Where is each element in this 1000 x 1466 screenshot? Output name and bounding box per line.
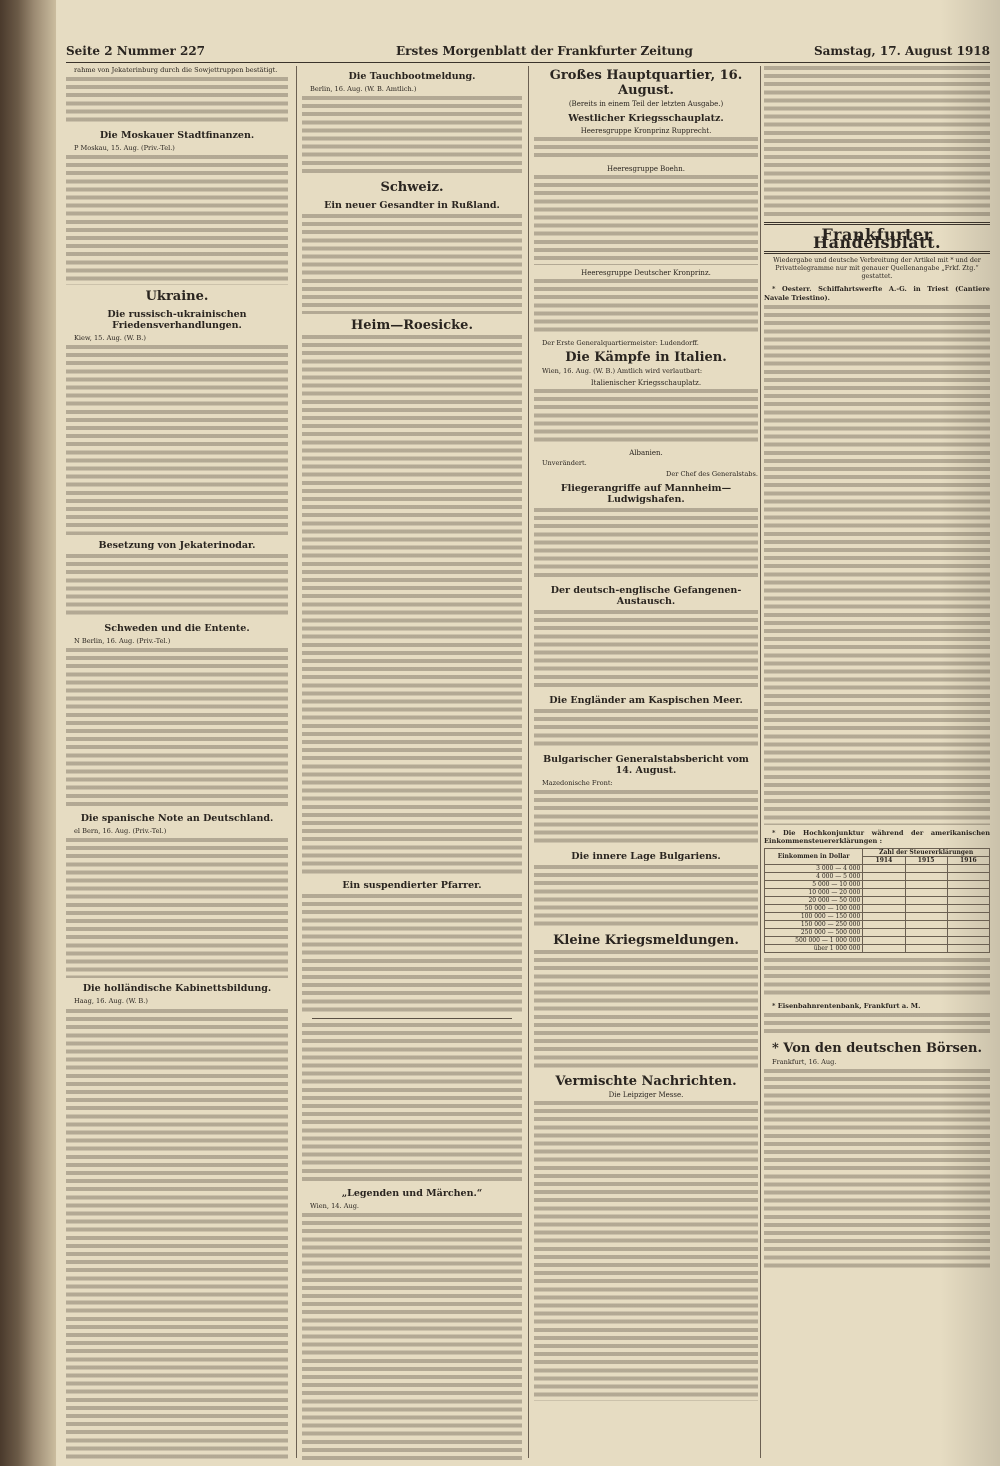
table-header-income: Einkommen in Dollar [765, 848, 863, 864]
table-cell-count [947, 880, 989, 888]
headline-ukraine: Ukraine. [145, 289, 209, 305]
headline-eisenbahnrentenbank: * Eisenbahnrentenbank, Frankfurt a. M. [772, 1001, 921, 1010]
table-cell-count [863, 880, 905, 888]
page-number: Seite 2 Nummer 227 [66, 44, 206, 58]
newspaper-title: Erstes Morgenblatt der Frankfurter Zeitung [396, 44, 693, 58]
table-cell-count [905, 920, 947, 928]
subhead: (Bereits in einem Teil der letzten Ausgabe.) [568, 100, 724, 108]
column-rule [296, 66, 297, 1458]
table-header-year: 1914 [863, 856, 905, 864]
dateline: N Berlin, 16. Aug. (Priv.-Tel.) [74, 637, 171, 646]
table-cell-income: 10 000 — 20 000 [765, 888, 863, 896]
table-cell-count [863, 872, 905, 880]
table-cell-count [947, 896, 989, 904]
article-text [66, 155, 288, 285]
table-cell-income: 4 000 — 5 000 [765, 872, 863, 880]
headline-hochkonjunktur: * Die Hochkonjunktur während der amerikanischen Einkommensteuererklärungen : [764, 828, 990, 845]
column-4 [764, 66, 990, 1460]
article-text [764, 1069, 990, 1269]
table-cell-income: 5 000 — 10 000 [765, 880, 863, 888]
article-text [66, 648, 288, 808]
table-cell-income: 100 000 — 150 000 [765, 912, 863, 920]
table-cell-count [863, 912, 905, 920]
article-text [302, 214, 522, 314]
article-text [302, 335, 522, 875]
subhead: Heeresgruppe Boehn. [607, 165, 685, 174]
headline-hauptquartier: Großes Hauptquartier, 16. August. [549, 68, 743, 98]
article-text [764, 66, 990, 216]
table-cell-count [905, 904, 947, 912]
table-row [765, 864, 990, 872]
table-cell-count [905, 928, 947, 936]
article-text [764, 305, 990, 825]
table-row [765, 928, 990, 936]
article-text [66, 77, 288, 125]
headline-flieger: Fliegerangriffe auf Mannheim—Ludwigshafen. [560, 482, 732, 505]
headline-schweden: Schweden und die Entente. [104, 623, 250, 635]
column-rule [528, 66, 529, 1458]
column-rule [760, 66, 761, 1458]
headline-schiffahrtswerfte: * Oesterr. Schiffahrtswerfte A.-G. in Triest (Cantiere Navale Triestino). [764, 285, 990, 302]
dateline: Wien, 16. Aug. (W. B.) Amtlich wird verlautbart: [542, 367, 703, 376]
table-cell-count [947, 888, 989, 896]
table-cell-count [947, 912, 989, 920]
headline-bulgar-bericht: Bulgarischer Generalstabsbericht vom 14. August. [543, 753, 749, 776]
column-2 [302, 66, 522, 1460]
table-cell-count [905, 872, 947, 880]
headline-schweiz: Schweiz. [380, 180, 444, 196]
article-text [302, 1023, 522, 1183]
table-cell-count [947, 864, 989, 872]
table-cell-count [863, 904, 905, 912]
headline-innere-lage: Die innere Lage Bulgariens. [571, 851, 721, 863]
headline-heim-roesicke: Heim—Roesicke. [351, 318, 473, 334]
headline-englaender: Die Engländer am Kaspischen Meer. [549, 694, 743, 706]
dateline: Wien, 14. Aug. [310, 1202, 360, 1211]
article-text [66, 838, 288, 978]
table-cell-count [863, 864, 905, 872]
subhead: Heeresgruppe Kronprinz Rupprecht. [580, 127, 712, 136]
masthead-note: Wiedergabe und deutsche Verbreitung der Artikel mit * und der Privattelegramme nur mit genauer Quellenangabe „Frkf. Ztg.“ gestattet. [773, 256, 981, 281]
table-cell-count [905, 888, 947, 896]
headline-stadtfinanzen: Die Moskauer Stadtfinanzen. [99, 130, 255, 142]
intro-line: rahme von Jekaterinburg durch die Sowjettruppen bestätigt. [74, 66, 278, 74]
headline-kleine: Kleine Kriegsmeldungen. [553, 933, 739, 949]
table-cell-count [905, 864, 947, 872]
dateline: Frankfurt, 16. Aug. [772, 1057, 837, 1066]
table-header-year: 1915 [905, 856, 947, 864]
article-text [66, 345, 288, 535]
table-row [765, 896, 990, 904]
table-row [765, 944, 990, 952]
article-text [534, 175, 758, 265]
income-tax-table [764, 848, 990, 953]
article-text [534, 389, 758, 445]
section-divider [312, 1018, 512, 1019]
article-text [302, 96, 522, 176]
subhead-messe: Die Leipziger Messe. [608, 1091, 684, 1100]
column-1 [66, 66, 288, 1460]
table-row [765, 936, 990, 944]
table-cell-income: 20 000 — 50 000 [765, 896, 863, 904]
table-cell-income: 3 000 — 4 000 [765, 864, 863, 872]
table-cell-count [863, 936, 905, 944]
table-row [765, 880, 990, 888]
subhead: Heeresgruppe Deutscher Kronprinz. [581, 269, 711, 278]
table-cell-income: 500 000 — 1 000 000 [765, 936, 863, 944]
subhead-mazedonien: Mazedonische Front: [542, 778, 613, 787]
article-text [534, 508, 758, 580]
headline-holland: Die holländische Kabinettsbildung. [82, 983, 272, 995]
article-text [534, 137, 758, 161]
table-row [765, 920, 990, 928]
signature: Der Erste Generalquartiermeister: Ludendorff. [542, 339, 699, 348]
headline-spanische-note: Die spanische Note an Deutschland. [80, 813, 274, 825]
table-cell-count [905, 944, 947, 952]
dateline: P Moskau, 15. Aug. (Priv.-Tel.) [74, 144, 175, 153]
table-cell-income: über 1 000 000 [765, 944, 863, 952]
table-row [765, 904, 990, 912]
column-3 [534, 66, 758, 1460]
headline-westlicher: Westlicher Kriegsschauplatz. [568, 113, 724, 125]
table-row [765, 888, 990, 896]
headline-pfarrer: Ein suspendierter Pfarrer. [342, 880, 482, 892]
article-text [534, 950, 758, 1070]
table-cell-count [947, 936, 989, 944]
headline-friedensverhandlungen: Die russisch-ukrainischen Friedensverhandlungen. [107, 309, 247, 332]
article-text [764, 958, 990, 998]
dateline: Haag, 16. Aug. (W. B.) [74, 997, 148, 1006]
table-cell-count [947, 944, 989, 952]
article-text [302, 894, 522, 1014]
table-cell-count [863, 944, 905, 952]
table-cell-count [947, 928, 989, 936]
headline-tauchboot: Die Tauchbootmeldung. [348, 71, 476, 82]
table-cell-count [863, 896, 905, 904]
article-text [66, 554, 288, 618]
headline-boersen: * Von den deutschen Börsen. [771, 1040, 983, 1056]
article-text [534, 865, 758, 929]
subhead-albanien: Albanien. [629, 448, 663, 457]
article-text [534, 1101, 758, 1401]
table-cell-count [863, 928, 905, 936]
article-text [534, 610, 758, 690]
table-cell-income: 50 000 — 100 000 [765, 904, 863, 912]
article-text [534, 790, 758, 846]
headline-vermischt: Vermischte Nachrichten. [555, 1074, 737, 1090]
article-text [764, 1013, 990, 1037]
dateline: Berlin, 16. Aug. (W. B. Amtlich.) [310, 85, 417, 93]
table-cell-count [905, 880, 947, 888]
page-date: Samstag, 17. August 1918 [813, 44, 990, 58]
table-cell-count [863, 920, 905, 928]
albanien-text: Unverändert. [542, 458, 587, 467]
table-cell-income: 150 000 — 250 000 [765, 920, 863, 928]
article-text [302, 1213, 522, 1460]
table-cell-count [905, 896, 947, 904]
headline-gefangene: Der deutsch-englische Gefangenen-Austausch. [550, 584, 742, 607]
dateline: el Bern, 16. Aug. (Priv.-Tel.) [74, 827, 167, 836]
article-text [534, 279, 758, 335]
table-cell-count [947, 904, 989, 912]
headline-legenden: „Legenden und Märchen.“ [341, 1188, 483, 1200]
table-cell-count [905, 936, 947, 944]
table-cell-income: 250 000 — 500 000 [765, 928, 863, 936]
table-cell-count [863, 888, 905, 896]
subhead: Italienischer Kriegsschauplatz. [590, 378, 702, 387]
page-header [66, 40, 990, 63]
table-cell-count [905, 912, 947, 920]
book-binding-edge [0, 0, 56, 1466]
subhead-gesandter: Ein neuer Gesandter in Rußland. [324, 200, 500, 212]
article-text [66, 1009, 288, 1460]
table-header-count: Zahl der Steuererklärungen [863, 848, 990, 856]
dateline: Kiew, 15. Aug. (W. B.) [74, 334, 146, 343]
headline-italien: Die Kämpfe in Italien. [565, 350, 727, 366]
headline-jekaterinodar: Besetzung von Jekaterinodar. [98, 540, 256, 552]
article-text [534, 709, 758, 749]
table-row [765, 912, 990, 920]
table-row [765, 872, 990, 880]
signature: Der Chef des Generalstabs. [666, 469, 758, 478]
table-cell-count [947, 920, 989, 928]
table-cell-count [947, 872, 989, 880]
table-header-year: 1916 [947, 856, 989, 864]
handelsblatt-masthead: Frankfurter Handelsblatt. [764, 222, 990, 254]
